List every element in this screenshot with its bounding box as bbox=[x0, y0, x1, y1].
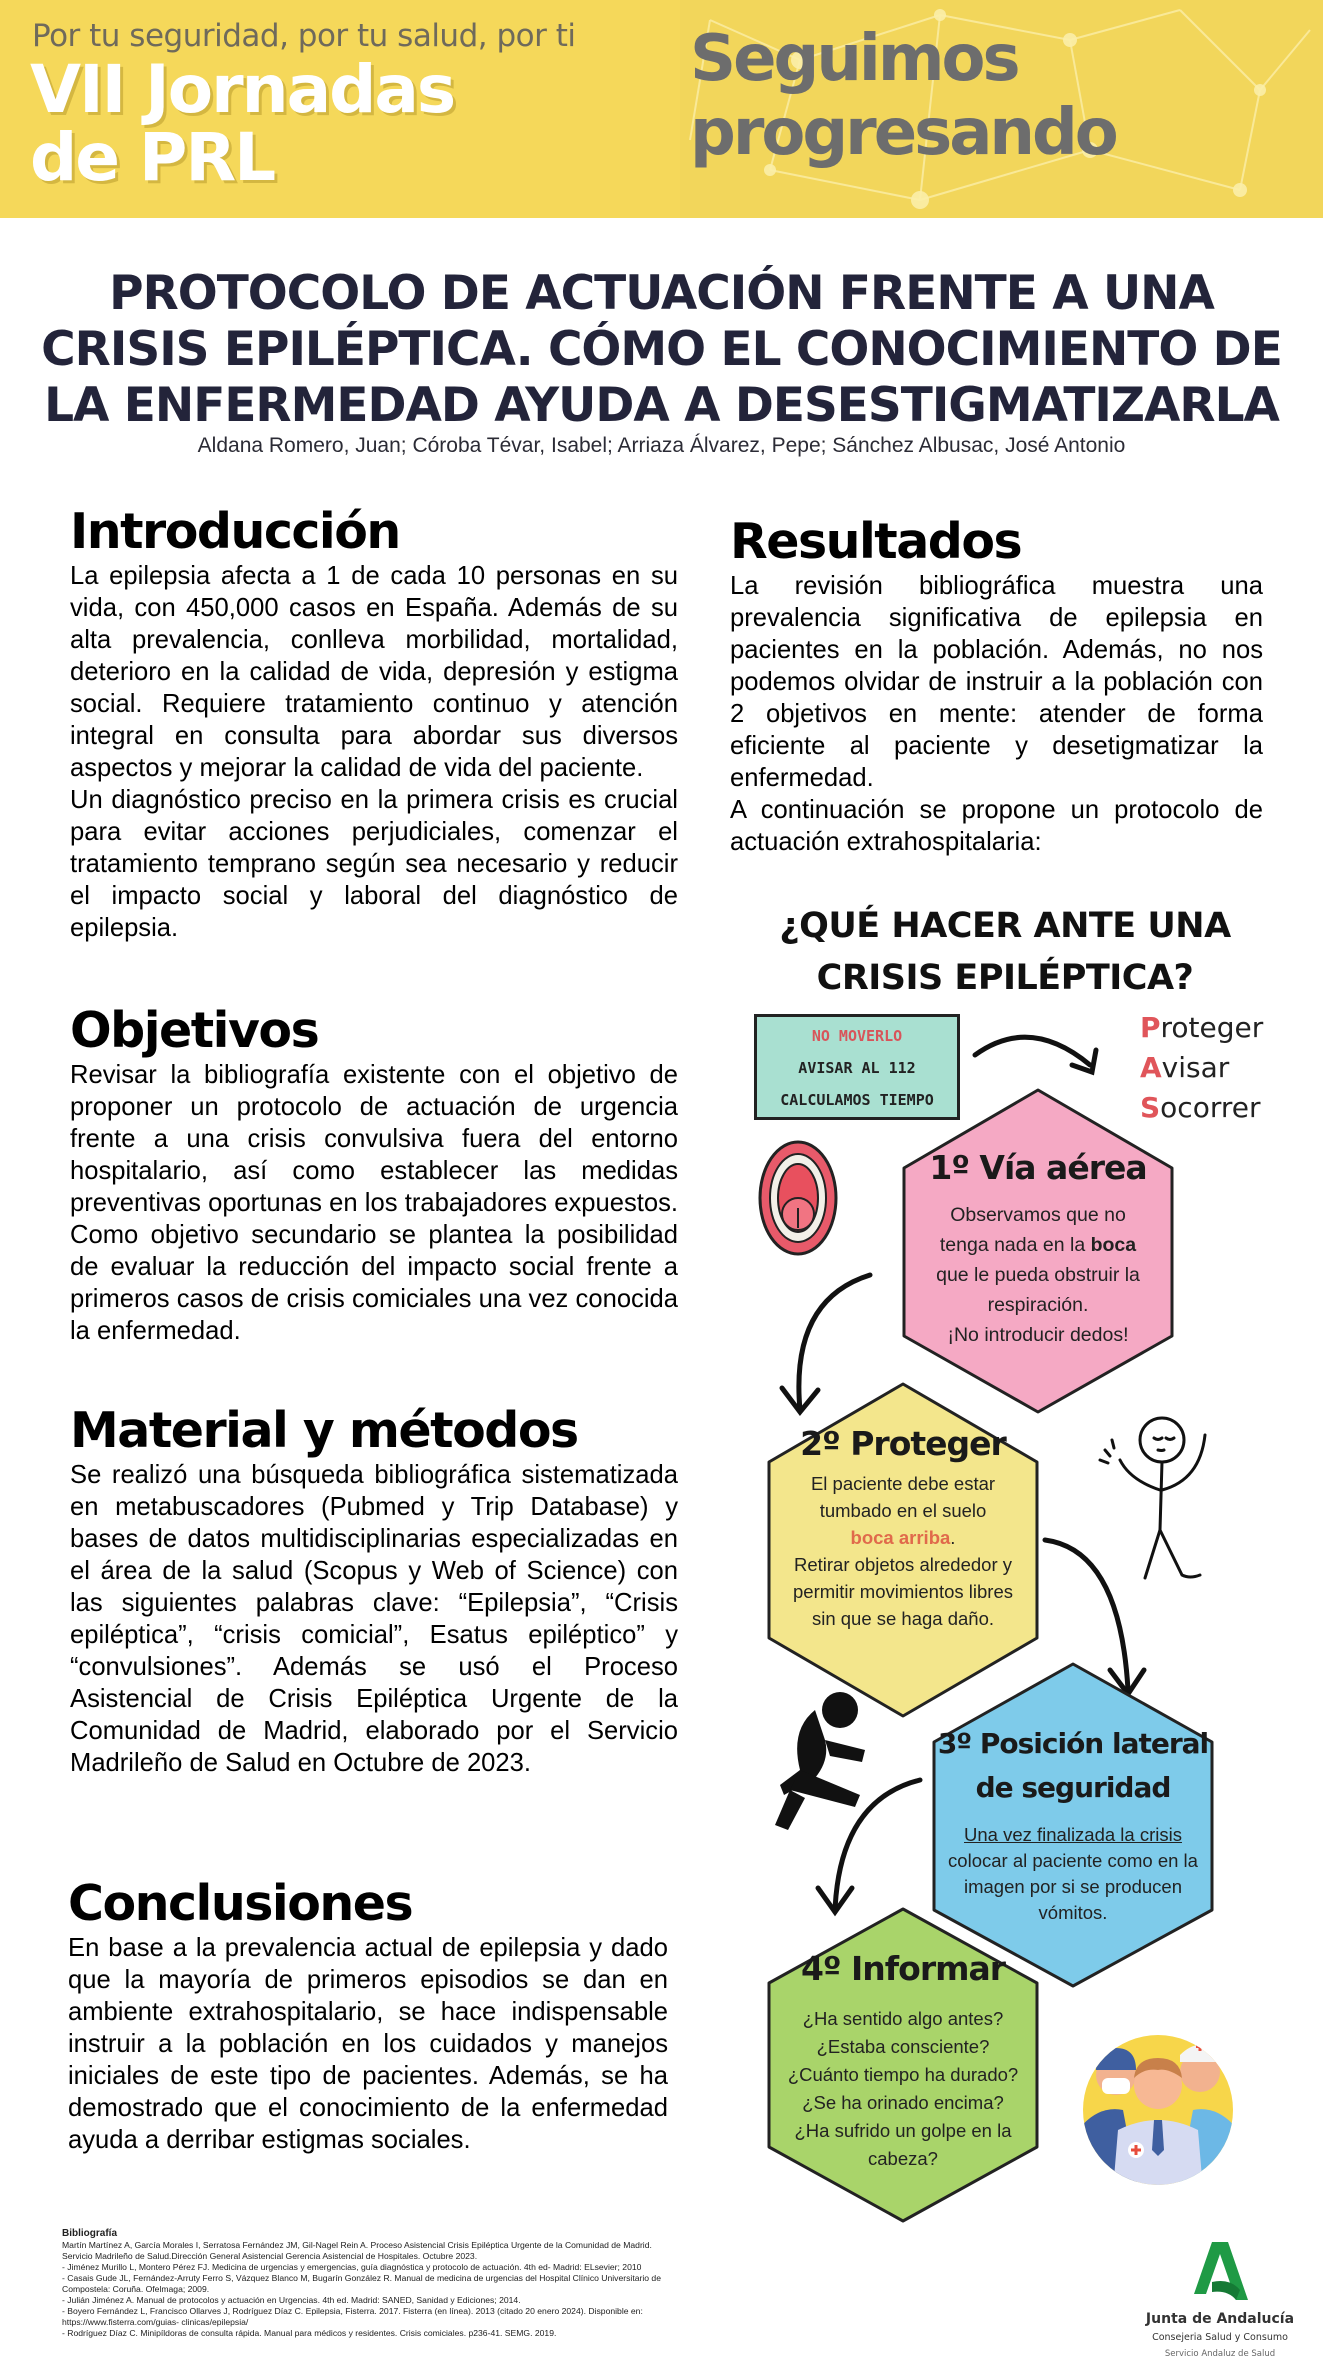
open-mouth-icon bbox=[756, 1138, 840, 1258]
section-introduccion bbox=[70, 504, 678, 944]
poster-title: PROTOCOLO DE ACTUACIÓN FRENTE A UNA CRISIS EPILÉPTICA. CÓMO EL CONOCIMIENTO DE LA ENFERMEDAD AYUDA A DESESTIGMATIZARLA bbox=[41, 266, 1282, 433]
logo-department: Consejeria Salud y Consumo bbox=[1152, 2332, 1288, 2343]
step-body bbox=[765, 1470, 1041, 1632]
pas-item bbox=[1140, 1048, 1263, 1088]
bibliography-entry: Martín Martínez A, García Morales I, Serratosa Fernández JM, Gil-Nagel Rein A. Proceso Asistencial Crisis Epiléptica Urgente de la Comunidad de Madrid. Servicio Madrileño de Salud.Dirección General Asistencial Gerencia Asistencial de Hospitales. Octubre 2023. bbox=[62, 2240, 652, 2261]
step-line: que le pueda obstruir la bbox=[936, 1264, 1140, 1286]
warning-line: CALCULAMOS TIEMPO bbox=[780, 1091, 934, 1109]
section-paragraph: En base a la prevalencia actual de epilepsia y dado que la mayoría de primeros episodios se dan en ambiente extrahospitalario, se hace indispensable instruir a la población en los cuidados y manejos iniciales de este tipo de pacientes. Además, se ha demostrado que el conocimiento de la enfermedad ayuda a derribar estigmas sociales. bbox=[68, 1934, 668, 2154]
bibliography-entry: - Casais Gude JL, Fernández-Arruty Ferro S, Vázquez Blanco M, Bugarín González R. Manual de medicina de urgencias del Hospital Clínico Universitario de Compostela: Coruña. Ofelmaga; 2009. bbox=[62, 2273, 661, 2294]
step-line-underlined: Una vez finalizada la crisis bbox=[964, 1824, 1182, 1845]
step-title-line: de seguridad bbox=[975, 1771, 1171, 1804]
step-1-airway bbox=[900, 1086, 1176, 1416]
step-body bbox=[765, 2005, 1041, 2173]
section-conclusiones bbox=[68, 1876, 668, 2156]
section-resultados bbox=[730, 514, 1263, 858]
curved-arrow-icon bbox=[780, 1770, 930, 1920]
step-line bbox=[900, 1230, 1176, 1260]
section-paragraph: Un diagnóstico preciso en la primera crisis es crucial para evitar acciones perjudiciales, comenzar el tratamiento temprano según sea necesario y reducir el impacto social y laboral del diagnóstico de epilepsia. bbox=[70, 786, 678, 942]
step-text-bold: boca bbox=[1090, 1234, 1137, 1256]
junta-andalucia-logo bbox=[1130, 2240, 1310, 2359]
step-line: cabeza? bbox=[868, 2148, 938, 2169]
step-line: imagen por si se producen bbox=[963, 1876, 1183, 1897]
step-line: tumbado en el suelo bbox=[819, 1500, 987, 1521]
step-text: tenga nada en la bbox=[939, 1234, 1091, 1256]
bibliography bbox=[62, 2228, 682, 2339]
step-line: permitir movimientos libres bbox=[793, 1581, 1013, 1602]
section-paragraph: A continuación se propone un protocolo de actuación extrahospitalaria: bbox=[730, 796, 1263, 856]
logo-service: Servicio Andaluz de Salud bbox=[1164, 2349, 1276, 2359]
section-heading: Material y métodos bbox=[70, 1402, 578, 1459]
pas-word: visar bbox=[1161, 1051, 1230, 1084]
step-line: ¿Se ha orinado encima? bbox=[802, 2092, 1004, 2113]
infographic-title-line1: ¿QUÉ HACER ANTE UNA bbox=[779, 906, 1231, 946]
step-title: 2º Proteger bbox=[800, 1424, 1006, 1463]
pas-initial: P bbox=[1140, 1011, 1161, 1044]
bibliography-heading: Bibliografía bbox=[62, 2228, 118, 2239]
step-line: ¡No introducir dedos! bbox=[947, 1324, 1129, 1346]
curved-arrow-icon bbox=[970, 1010, 1110, 1090]
step-line: respiración. bbox=[987, 1294, 1089, 1316]
section-heading: Resultados bbox=[730, 513, 1022, 570]
step-content bbox=[930, 1722, 1216, 1926]
step-line: Retirar objetos alrededor y bbox=[794, 1554, 1012, 1575]
step-text: . bbox=[950, 1527, 956, 1548]
bibliography-entry: - Julián Jiménez A. Manual de protocolos y actuación en Urgencias. 4th ed. Madrid: SANED, Sanidad y Ediciones; 2014. bbox=[62, 2295, 521, 2305]
section-heading: Introducción bbox=[70, 503, 400, 560]
step-line: Observamos que no bbox=[950, 1204, 1126, 1226]
section-material-metodos bbox=[70, 1403, 678, 1779]
bibliography-entry: - Rodríguez Díaz C. Minipíldoras de consulta rápida. Manual para médicos y residentes. Crisis comiciales. p236-41. SEMG. 2019. bbox=[62, 2328, 557, 2338]
section-paragraph: La revisión bibliográfica muestra una prevalencia significativa de epilepsia en pacientes en la población. Además, no nos podemos olvidar de instruir a la población con 2 objetivos en mente: atender de forma eficiente al paciente y desetigmatizar la enfermedad. bbox=[730, 572, 1263, 792]
step-line: ¿Ha sentido algo antes? bbox=[802, 2008, 1004, 2029]
step-line: colocar al paciente como en la bbox=[948, 1850, 1198, 1871]
header-banner bbox=[0, 0, 1323, 218]
step-content bbox=[765, 1947, 1041, 2173]
event-title-line1: VII Jornadas bbox=[30, 51, 455, 128]
step-title-line: 3º Posición lateral bbox=[937, 1727, 1209, 1760]
step-title bbox=[930, 1722, 1216, 1810]
pas-item bbox=[1140, 1008, 1263, 1048]
step-title: 4º Informar bbox=[800, 1949, 1006, 1988]
section-paragraph: Se realizó una búsqueda bibliográfica sistematizada en metabuscadores (Pubmed y Trip Database) y bases de datos multidisciplinarias especializadas en el área de la salud (Scopus y Web of Science) con las siguientes palabras clave: “Epilepsia”, “Crisis epiléptica”, “crisis comicial”, Esatus epiléptico” y “convulsiones”. Además se usó el Proceso Asistencial de Crisis Epiléptica Urgente de la Comunidad de Madrid, elaborado por el Servicio Madrileño de Salud en Octubre de 2023. bbox=[70, 1461, 678, 1777]
pas-word: roteger bbox=[1160, 1011, 1264, 1044]
step-text-highlight: boca arriba bbox=[850, 1527, 951, 1548]
step-line bbox=[765, 1524, 1041, 1551]
step-line: ¿Cuánto tiempo ha durado? bbox=[787, 2064, 1019, 2085]
section-objetivos bbox=[70, 1003, 678, 1347]
step-title: 1º Vía aérea bbox=[929, 1148, 1147, 1187]
infographic-title bbox=[740, 900, 1270, 1004]
section-paragraph: La epilepsia afecta a 1 de cada 10 personas en su vida, con 450,000 casos en España. Además de su alta prevalencia, conlleva morbilidad, mortalidad, deterioro en la calidad de vida, depresión y estigma social. Requiere tratamiento continuo y atención integral en consulta para abordar sus diversos aspectos y mejorar la calidad de vida del paciente. bbox=[70, 562, 678, 782]
pas-initial: A bbox=[1140, 1051, 1162, 1084]
medical-staff-icon bbox=[1078, 2010, 1238, 2190]
slogan bbox=[690, 22, 1116, 170]
step-4-inform bbox=[765, 1905, 1041, 2225]
section-heading: Objetivos bbox=[70, 1002, 319, 1059]
step-content bbox=[900, 1146, 1176, 1350]
step-line: sin que se haga daño. bbox=[811, 1608, 995, 1629]
slogan-line2: progresando bbox=[690, 96, 1116, 170]
section-paragraph: Revisar la bibliografía existente con el objetivo de proponer un protocolo de actuación de urgencia frente a una crisis convulsiva fuera del entorno hospitalario, así como establecer las medidas preventivas oportunas en los trabajadores expuestos. Como objetivo secundario se plantea la posibilidad de evaluar la reducción del impacto social frente a primeros casos de crisis comiciales una vez conocida la enfermedad. bbox=[70, 1061, 678, 1345]
section-heading: Conclusiones bbox=[68, 1875, 413, 1932]
step-content bbox=[765, 1422, 1041, 1632]
step-body bbox=[900, 1200, 1176, 1350]
step-line: El paciente debe estar bbox=[810, 1473, 996, 1494]
pas-initial: S bbox=[1140, 1091, 1161, 1124]
infographic-title-line2: CRISIS EPILÉPTICA? bbox=[816, 958, 1194, 998]
warning-line: NO MOVERLO bbox=[811, 1027, 903, 1045]
banner-tagline: Por tu seguridad, por tu salud, por ti bbox=[32, 18, 576, 54]
step-line: vómitos. bbox=[1038, 1902, 1108, 1923]
bibliography-entry: - Boyero Fernández L, Francisco Ollarves J, Rodríguez Díaz C. Epilepsia, Fisterra. 2017. Fisterra (en línea). 2013 (citado 20 enero 2024). Disponible en: https://www.fisterra.com/guias- clinicas/epilepsia/ bbox=[62, 2306, 643, 2327]
slogan-line1: Seguimos bbox=[690, 22, 1018, 96]
pas-word: ocorrer bbox=[1160, 1091, 1261, 1124]
step-line: ¿Estaba consciente? bbox=[816, 2036, 990, 2057]
warning-line: AVISAR AL 112 bbox=[798, 1059, 916, 1077]
seizure-infographic bbox=[740, 890, 1280, 2210]
event-title-line2: de PRL bbox=[30, 119, 275, 196]
event-title bbox=[30, 51, 455, 196]
andalucia-a-logo-icon bbox=[1190, 2240, 1250, 2302]
bibliography-entry: - Jiménez Murillo L, Montero Pérez FJ. Medicina de urgencias y emergencias, guía diagnóstica y protocolo de actuación. 4th ed- Madrid: ELsevier; 2010 bbox=[62, 2262, 642, 2272]
poster-authors: Aldana Romero, Juan; Córoba Tévar, Isabel; Arriaza Álvarez, Pepe; Sánchez Albusac, José Antonio bbox=[197, 434, 1126, 457]
logo-name: Junta de Andalucía bbox=[1145, 2311, 1295, 2327]
step-line: ¿Ha sufrido un golpe en la bbox=[794, 2120, 1012, 2141]
